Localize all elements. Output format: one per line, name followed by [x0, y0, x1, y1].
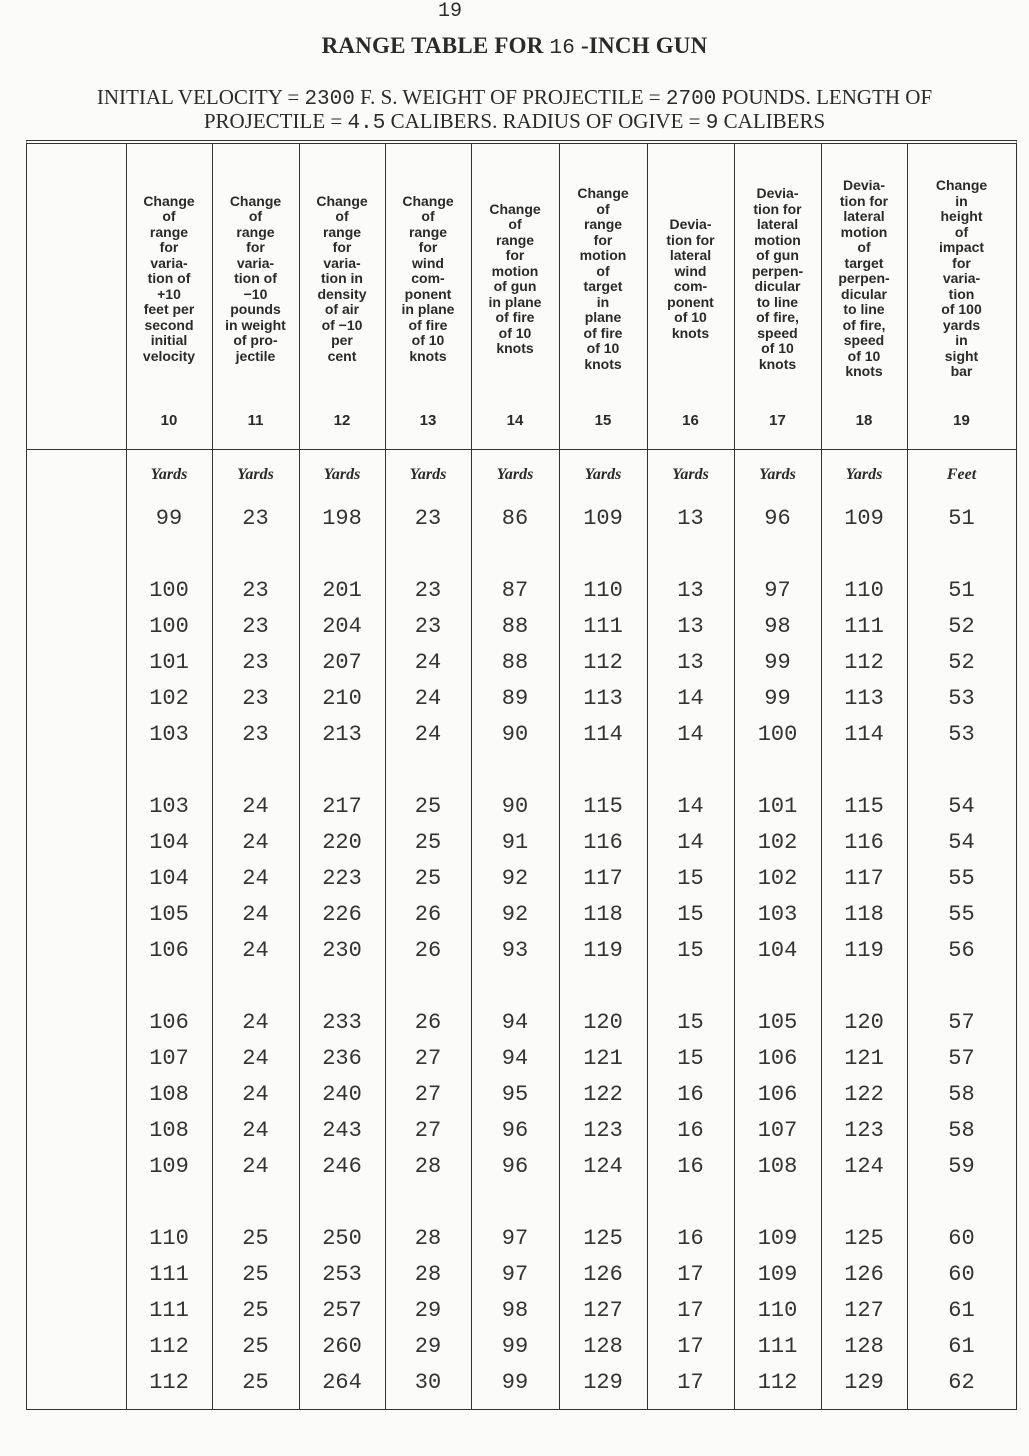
table-cell: 59 — [948, 1154, 975, 1179]
table-cell: 15 — [677, 1010, 704, 1035]
table-cell: 24 — [414, 650, 442, 675]
range-table — [26, 140, 1017, 1410]
table-cell: 207 — [322, 650, 362, 675]
table-cell: 106 — [757, 1046, 798, 1071]
column-header: Devia- tion for lateral motion of gun perpen- dicular to line of fire, speed of 10 knots — [751, 185, 804, 372]
table-cell: 120 — [583, 1010, 623, 1035]
table-cell: 246 — [322, 1154, 362, 1179]
table-cell: 103 — [149, 722, 189, 747]
table-cell: 110 — [844, 578, 884, 603]
table-cell: 124 — [583, 1154, 623, 1179]
table-cell: 109 — [149, 1154, 189, 1179]
table-cell: 23 — [242, 686, 269, 711]
table-cell: 240 — [322, 1082, 362, 1107]
table-cell: 13 — [677, 650, 704, 675]
table-cell: 264 — [322, 1370, 362, 1395]
table-cell: 90 — [501, 722, 529, 747]
table-cell: 100 — [149, 578, 189, 603]
table-cell: 16 — [677, 1226, 704, 1251]
table-cell: 106 — [149, 1010, 189, 1035]
table-cell: 26 — [414, 938, 442, 963]
table-cell: 61 — [948, 1298, 975, 1323]
table-cell: 111 — [583, 614, 623, 639]
table-cell: 123 — [844, 1118, 884, 1143]
table-cell: 97 — [764, 578, 791, 603]
table-cell: 23 — [242, 722, 269, 747]
header-divider — [27, 449, 1016, 450]
table-cell: 51 — [948, 578, 975, 603]
projectile-length-value: 4.5 — [347, 112, 386, 135]
column-header: Change of range for varia- tion in density of air of −10 per cent — [316, 192, 368, 364]
table-cell: 23 — [242, 578, 269, 603]
table-cell: 60 — [948, 1262, 975, 1287]
table-cell: 122 — [844, 1082, 884, 1107]
column-number: 17 — [769, 412, 786, 429]
table-cell: 117 — [583, 866, 623, 891]
table-cell: 112 — [149, 1334, 189, 1359]
table-cell: 25 — [242, 1226, 269, 1251]
column-number: 18 — [855, 412, 873, 429]
table-cell: 103 — [757, 902, 798, 927]
table-cell: 96 — [501, 1154, 529, 1179]
table-cell: 233 — [322, 1010, 362, 1035]
table-cell: 23 — [414, 614, 442, 639]
table-cell: 105 — [757, 1010, 798, 1035]
table-cell: 23 — [414, 578, 442, 603]
table-cell: 107 — [149, 1046, 189, 1071]
table-cell: 28 — [414, 1154, 442, 1179]
table-cell: 110 — [583, 578, 623, 603]
table-cell: 100 — [149, 614, 189, 639]
table-cell: 24 — [242, 1010, 269, 1035]
table-cell: 24 — [414, 722, 442, 747]
table-cell: 24 — [242, 866, 269, 891]
column-unit: Feet — [946, 466, 977, 483]
table-cell: 105 — [149, 902, 189, 927]
table-cell: 16 — [677, 1082, 704, 1107]
table-cell: 13 — [677, 578, 704, 603]
table-cell: 111 — [844, 614, 884, 639]
table-cell: 112 — [844, 650, 884, 675]
table-cell: 13 — [677, 506, 704, 531]
table-cell: 201 — [322, 578, 362, 603]
table-cell: 55 — [948, 902, 975, 927]
table-cell: 54 — [948, 794, 975, 819]
column-number: 10 — [160, 412, 178, 429]
table-cell: 102 — [149, 686, 189, 711]
table-cell: 24 — [414, 686, 442, 711]
table-cell: 89 — [501, 686, 529, 711]
title-prefix: RANGE TABLE FOR — [321, 33, 544, 58]
table-cell: 99 — [155, 506, 183, 531]
subtitle-text: CALIBERS. RADIUS OF OGIVE = — [385, 109, 706, 133]
table-cell: 30 — [414, 1370, 442, 1395]
table-cell: 106 — [149, 938, 189, 963]
column-number: 15 — [594, 412, 612, 429]
column-unit: Yards — [845, 466, 883, 483]
table-cell: 87 — [501, 578, 529, 603]
table-cell: 108 — [757, 1154, 798, 1179]
table-cell: 27 — [414, 1118, 442, 1143]
table-cell: 122 — [583, 1082, 623, 1107]
table-cell: 15 — [677, 1046, 704, 1071]
table-cell: 125 — [844, 1226, 884, 1251]
table-cell: 25 — [414, 866, 442, 891]
column-unit: Yards — [409, 466, 447, 483]
table-cell: 56 — [948, 938, 975, 963]
table-cell: 93 — [501, 938, 529, 963]
table-cell: 102 — [757, 866, 798, 891]
table-cell: 55 — [948, 866, 975, 891]
table-cell: 27 — [414, 1046, 442, 1071]
table-cell: 23 — [242, 650, 269, 675]
table-cell: 112 — [149, 1370, 189, 1395]
table-cell: 226 — [322, 902, 362, 927]
table-cell: 51 — [948, 506, 975, 531]
table-cell: 115 — [583, 794, 623, 819]
table-cell: 15 — [677, 938, 704, 963]
table-cell: 91 — [501, 830, 529, 855]
column-unit: Yards — [584, 466, 622, 483]
table-cell: 15 — [677, 866, 704, 891]
table-cell: 104 — [757, 938, 798, 963]
column-number: 13 — [419, 412, 437, 429]
column-header: Change of range for motion of target in plane of fire of 10 knots — [577, 185, 629, 372]
table-cell: 111 — [149, 1262, 189, 1287]
table-cell: 14 — [677, 830, 704, 855]
column-unit: Yards — [150, 466, 188, 483]
table-cell: 23 — [242, 506, 269, 531]
table-cell: 24 — [242, 938, 269, 963]
table-cell: 102 — [757, 830, 798, 855]
table-cell: 52 — [948, 650, 975, 675]
table-cell: 26 — [414, 902, 442, 927]
column-number: 11 — [247, 412, 264, 429]
table-cell: 61 — [948, 1334, 975, 1359]
table-cell: 95 — [501, 1082, 529, 1107]
column-unit: Yards — [672, 466, 709, 483]
table-cell: 24 — [242, 1154, 269, 1179]
table-cell: 101 — [757, 794, 798, 819]
table-cell: 128 — [844, 1334, 884, 1359]
table-cell: 94 — [501, 1010, 529, 1035]
table-cell: 108 — [149, 1118, 189, 1143]
table-cell: 25 — [242, 1262, 269, 1287]
table-cell: 23 — [414, 506, 442, 531]
table-cell: 110 — [149, 1226, 189, 1251]
subtitle-text: INITIAL VELOCITY = — [96, 85, 305, 109]
table-cell: 109 — [583, 506, 623, 531]
column-number: 12 — [333, 412, 351, 429]
subtitle-line-2 — [0, 109, 1029, 135]
column-number: 14 — [506, 412, 524, 429]
column-header: Change of range for wind com- ponent in plane of fire of 10 knots — [401, 192, 455, 364]
column-header: Change of range for varia- tion of −10 pounds in weight of pro- jectile — [225, 192, 286, 364]
table-cell: 118 — [844, 902, 884, 927]
table-cell: 260 — [322, 1334, 362, 1359]
column-header: Devia- tion for lateral motion of target perpen- dicular to line of fire, speed of 10 knots — [838, 177, 890, 380]
page-number: 19 — [437, 0, 462, 23]
table-cell: 110 — [757, 1298, 798, 1323]
table-cell: 14 — [677, 686, 704, 711]
table-cell: 98 — [501, 1298, 529, 1323]
table-cell: 90 — [501, 794, 529, 819]
table-cell: 111 — [757, 1334, 798, 1359]
projectile-weight-value: 2700 — [665, 88, 717, 111]
table-cell: 97 — [501, 1262, 529, 1287]
table-cell: 58 — [948, 1118, 975, 1143]
table-cell: 54 — [948, 830, 975, 855]
table-cell: 100 — [757, 722, 798, 747]
table-cell: 198 — [322, 506, 362, 531]
table-cell: 28 — [414, 1262, 442, 1287]
subtitle-line-1 — [0, 85, 1029, 111]
table-cell: 210 — [322, 686, 362, 711]
table-cell: 112 — [583, 650, 623, 675]
column-unit: Yards — [237, 466, 274, 483]
column-header: Change of range for motion of gun in plane of fire of 10 knots — [488, 200, 542, 356]
table-cell: 92 — [501, 866, 529, 891]
table-cell: 29 — [414, 1298, 442, 1323]
table-cell: 124 — [844, 1154, 884, 1179]
initial-velocity-value: 2300 — [304, 88, 355, 111]
table-cell: 204 — [322, 614, 362, 639]
subtitle-text: CALIBERS — [718, 109, 826, 133]
table-cell: 107 — [757, 1118, 798, 1143]
table-cell: 243 — [322, 1118, 362, 1143]
table-cell: 24 — [242, 1046, 269, 1071]
table-cell: 14 — [677, 794, 704, 819]
page-title — [0, 33, 1029, 60]
table-cell: 92 — [501, 902, 529, 927]
subtitle-text: F. S. WEIGHT OF PROJECTILE = — [354, 85, 666, 109]
column-header: Devia- tion for lateral wind com- ponent of 10 knots — [666, 216, 715, 341]
table-cell: 28 — [414, 1226, 442, 1251]
column-unit: Yards — [496, 466, 534, 483]
table-cell: 17 — [677, 1298, 704, 1323]
table-cell: 60 — [948, 1226, 975, 1251]
table-cell: 121 — [583, 1046, 623, 1071]
table-cell: 53 — [948, 686, 975, 711]
table-cell: 109 — [757, 1226, 798, 1251]
table-cell: 88 — [501, 650, 529, 675]
table-cell: 236 — [322, 1046, 362, 1071]
table-cell: 109 — [844, 506, 884, 531]
table-cell: 99 — [501, 1370, 529, 1395]
table-cell: 111 — [149, 1298, 189, 1323]
table-cell: 220 — [322, 830, 362, 855]
subtitle-text: PROJECTILE = — [203, 109, 348, 133]
table-cell: 24 — [242, 830, 269, 855]
table-cell: 119 — [844, 938, 884, 963]
table-cell: 113 — [844, 686, 884, 711]
table-cell: 17 — [677, 1370, 704, 1395]
column-header: Change in height of impact for varia- tion of 100 yards in sight bar — [935, 177, 988, 380]
table-cell: 25 — [242, 1298, 269, 1323]
table-cell: 17 — [677, 1262, 704, 1287]
table-cell: 17 — [677, 1334, 704, 1359]
table-cell: 88 — [501, 614, 529, 639]
table-cell: 118 — [583, 902, 623, 927]
table-cell: 108 — [149, 1082, 189, 1107]
table-cell: 213 — [322, 722, 362, 747]
table-cell: 99 — [764, 686, 791, 711]
table-cell: 106 — [757, 1082, 798, 1107]
table-cell: 128 — [583, 1334, 623, 1359]
column-unit: Yards — [759, 466, 796, 483]
title-caliber: 16 — [549, 37, 576, 60]
table-cell: 101 — [149, 650, 189, 675]
table-cell: 117 — [844, 866, 884, 891]
table-cell: 14 — [677, 722, 704, 747]
table-cell: 113 — [583, 686, 623, 711]
table-cell: 217 — [322, 794, 362, 819]
table-cell: 116 — [583, 830, 623, 855]
table-cell: 129 — [844, 1370, 884, 1395]
table-cell: 253 — [322, 1262, 362, 1287]
subtitle-text: POUNDS. LENGTH OF — [716, 85, 933, 109]
table-cell: 23 — [242, 614, 269, 639]
table-cell: 25 — [414, 794, 442, 819]
table-cell: 125 — [583, 1226, 623, 1251]
table-cell: 24 — [242, 1082, 269, 1107]
table-cell: 250 — [322, 1226, 362, 1251]
table-cell: 129 — [583, 1370, 623, 1395]
table-cell: 121 — [844, 1046, 884, 1071]
column-number: 16 — [682, 412, 699, 429]
table-cell: 16 — [677, 1118, 704, 1143]
table-cell: 96 — [501, 1118, 529, 1143]
table-cell: 120 — [844, 1010, 884, 1035]
table-cell: 24 — [242, 794, 269, 819]
table-cell: 99 — [501, 1334, 529, 1359]
table-cell: 123 — [583, 1118, 623, 1143]
table-cell: 112 — [757, 1370, 798, 1395]
table-cell: 126 — [844, 1262, 884, 1287]
table-cell: 25 — [414, 830, 442, 855]
title-suffix: -INCH GUN — [581, 33, 708, 58]
table-cell: 230 — [322, 938, 362, 963]
table-cell: 109 — [757, 1262, 798, 1287]
table-cell: 104 — [149, 830, 189, 855]
table-cell: 25 — [242, 1334, 269, 1359]
table-cell: 103 — [149, 794, 189, 819]
table-cell: 53 — [948, 722, 975, 747]
column-header: Change of range for varia- tion of +10 feet per second initial velocity — [142, 192, 196, 364]
table-cell: 126 — [583, 1262, 623, 1287]
table-cell: 94 — [501, 1046, 529, 1071]
table-cell: 57 — [948, 1046, 975, 1071]
table-cell: 99 — [764, 650, 791, 675]
table-cell: 29 — [414, 1334, 442, 1359]
table-cell: 52 — [948, 614, 975, 639]
table-cell: 114 — [844, 722, 884, 747]
table-cell: 127 — [844, 1298, 884, 1323]
table-cell: 97 — [501, 1226, 529, 1251]
table-cell: 57 — [948, 1010, 975, 1035]
table-cell: 13 — [677, 614, 704, 639]
table-cell: 58 — [948, 1082, 975, 1107]
table-cell: 86 — [501, 506, 529, 531]
ogive-radius-value: 9 — [705, 112, 719, 135]
table-cell: 116 — [844, 830, 884, 855]
table-cell: 98 — [764, 614, 791, 639]
table-cell: 25 — [242, 1370, 269, 1395]
table-cell: 62 — [948, 1370, 975, 1395]
table-cell: 114 — [583, 722, 623, 747]
table-cell: 96 — [764, 506, 791, 531]
column-number: 19 — [953, 412, 970, 429]
table-cell: 24 — [242, 1118, 269, 1143]
table-cell: 104 — [149, 866, 189, 891]
table-cell: 119 — [583, 938, 623, 963]
table-cell: 223 — [322, 866, 362, 891]
table-cell: 15 — [677, 902, 704, 927]
table-cell: 27 — [414, 1082, 442, 1107]
column-unit: Yards — [323, 466, 361, 483]
table-cell: 16 — [677, 1154, 704, 1179]
table-cell: 24 — [242, 902, 269, 927]
table-cell: 257 — [322, 1298, 362, 1323]
table-cell: 26 — [414, 1010, 442, 1035]
table-cell: 127 — [583, 1298, 623, 1323]
table-cell: 115 — [844, 794, 884, 819]
